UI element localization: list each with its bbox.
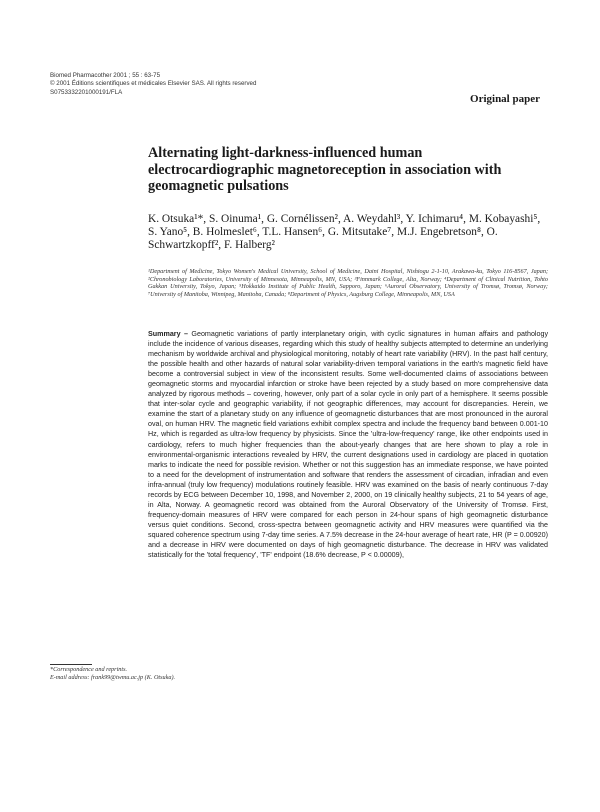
email-note[interactable]: E-mail address: frank99@twmu.ac.jp (K. Otsuka).	[50, 674, 176, 681]
correspondence-note: *Correspondence and reprints.	[50, 666, 128, 673]
paper-title: Alternating light-darkness-influenced human electrocardiographic magnetoreception in association with geomagnetic pulsations	[148, 145, 502, 194]
author-list: K. Otsuka¹*, S. Oinuma¹, G. Cornélissen², A. Weydahl³, Y. Ichimaru⁴, M. Kobayashi⁵, S. Yano⁵, B. Holmeslet⁶, T.L. Hansen⁶, G. Mitsutake⁷, M.J. Engebretson⁸, O. Schwartzkopff², F. Halberg²	[148, 213, 541, 252]
abstract-text: Geomagnetic variations of partly interplanetary origin, with cyclic signatures in human affairs and pathology include the incidence of various diseases, regarding which this study of healthy subjects attempted to determine an underlying mechanism by worldwide archival and physiological monitoring, notably of heart rate variability (HRV). In the past half century, the possible health and other hazards of natural solar variability-driven temporal variations in the earth's magnetic field have become a controversial subject in view of the inconsistent results. Some well-documented claims of associations between geomagnetic storms and myocardial infarction or stroke have been rejected by a study based on more comprehensive data analyzed by rigorous methods – covering, however, only part of a solar cycle in only part of a hemisphere. It seems possible that inter-solar cycle and geographic variability, if not geographic differences, may account for discrepancies. Herein, we examine the start of a planetary study on any influence of geomagnetic disturbances that are most pronounced in the auroral oval, on human HRV. The magnetic field variations exhibit complex spectra and include the frequency band between 0.001-10 Hz, which is regarded as ultra-low frequency by physicists. Since the 'ultra-low-frequency' range, like other endpoints used in cardiology, refers to much higher frequencies than the about-yearly changes that are here shown to play a role in environmental-organismic interactions revealed by HRV, the current designations used in cardiology are placed in quotation marks to indicate the need for possible revision. Whether or not this suggestion has an immediate response, we have pointed to a need for the development of instrumentation and software that renders the assessment of circadian, infradian and even infra-annual (truly low frequency) modulations routinely feasible. HRV was examined on the basis of nearly continuous 7-day records by ECG between December 10, 1998, and November 2, 2000, on 19 clinically healthy subjects, 21 to 54 years of age, in Alta, Norway. A geomagnetic record was obtained from the Auroral Observatory of the University of Tromsø. First, frequency-domain measures of HRV were compared for each person in 24-hour spans of high geomagnetic disturbance versus quiet conditions. Second, cross-spectra between geomagnetic activity and HRV measures were quantified via the squared coherence spectrum using 7-day time series. A 7.5% decrease in the 24-hour average of heart rate, HR (P = 0.00920) and a decrease in HRV were documented on days of high geomagnetic disturbance. The decrease in HRV was validated statistically for the 'total frequency', 'TF' endpoint (18.6% decrease, P < 0.00009),	[148, 330, 549, 560]
footnote-divider	[50, 664, 92, 665]
abstract-label: Summary –	[148, 330, 188, 338]
journal-pii: S0753332201000191/FLA	[50, 88, 123, 96]
abstract	[148, 329, 548, 560]
journal-copyright: © 2001 Éditions scientifiques et médicales Elsevier SAS. All rights reserved	[50, 80, 257, 88]
paper-type-label: Original paper	[470, 93, 540, 105]
affiliations: ¹Department of Medicine, Tokyo Women's Medical University, School of Medicine, Daini Hospital, Nishiogu 2-1-10, Arakawa-ku, Tokyo 116-8567, Japan; ²Chronobiology Laboratories, University of Minnesota, Minneapolis, MN, USA; ³Finnmark College, Alta, Norway; ⁴Department of Clinical Nutrition, Tohto Gakkan University, Tokyo, Japan; ⁵Hokkaido Institute of Public Health, Sapporo, Japan; ⁶Auroral Observatory, University of Tromsø, Tromsø, Norway; ⁷University of Manitoba, Winnipeg, Manitoba, Canada; ⁸Department of Physics, Augsburg College, Minneapolis, MN, USA	[148, 268, 548, 299]
journal-header	[50, 72, 310, 97]
journal-citation: Biomed Pharmacother 2001 ; 55 : 63-75	[50, 72, 161, 79]
footnotes	[50, 666, 350, 682]
